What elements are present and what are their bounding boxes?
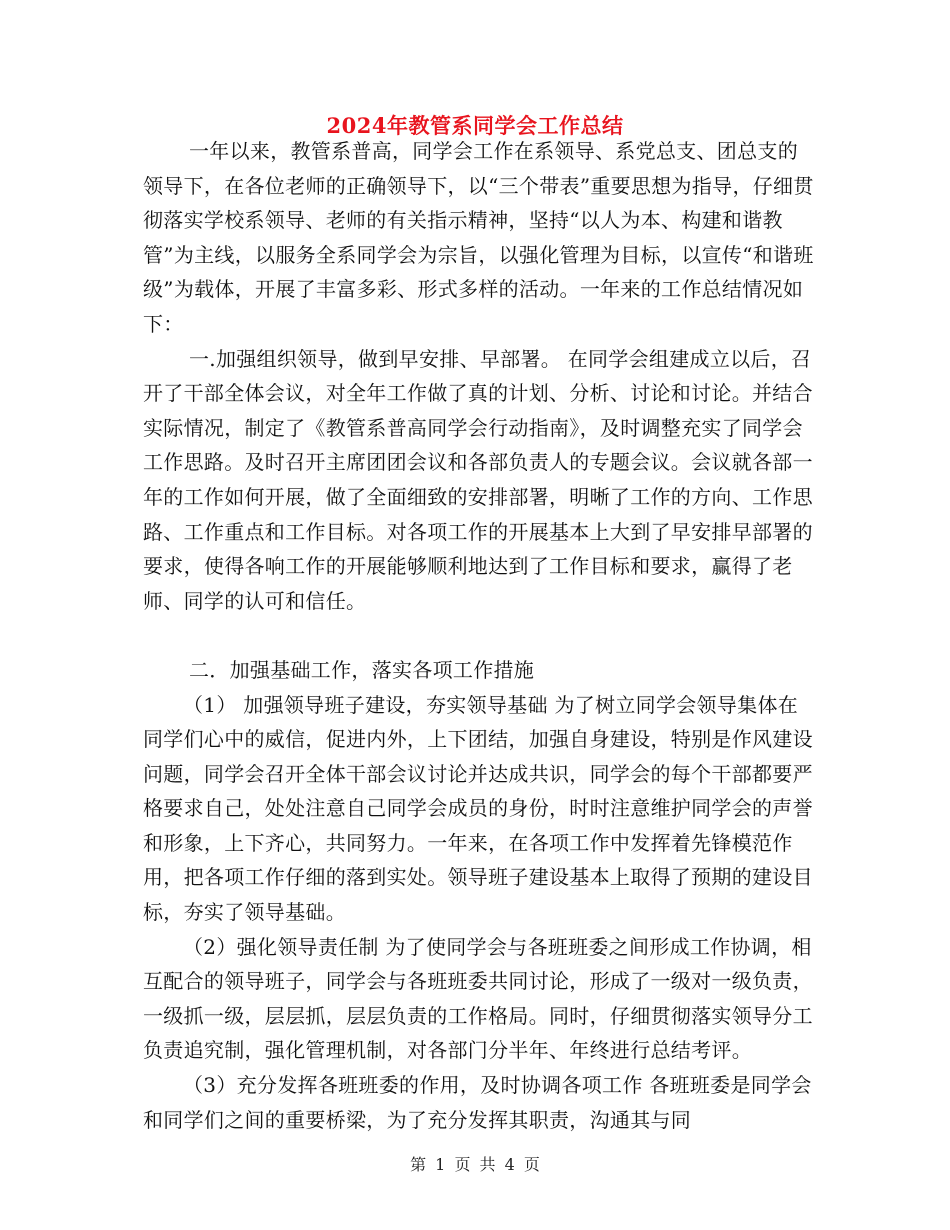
section-2-heading: 二．加强基础工作，落实各项工作措施 <box>189 657 535 682</box>
section-1-paragraph: 一.加强组织领导，做到早安排、早部署。 在同学会组建成立以后，召开了干部全体会议，对全年工作做了真的计划、分析、讨论和讨论。并结合实际情况，制定了《教管系普高同学会行动指南》，及时调整充实了同学会工作思路。及时召开主席团团会议和各部负责人的专题会议。会议就各部一年的工作如何开展，做了全面细致的安排部署，明晰了工作的方向、工作思路、工作重点和工作目标。对各项工作的开展基本上大到了早安排早部署的要求，使得各响工作的开展能够顺利地达到了工作目标和要求，赢得了老师、同学的认可和信任。 <box>143 346 813 613</box>
paragraph-spacer <box>143 618 815 653</box>
document-title: 2024年教管系同学会工作总结 <box>326 113 624 138</box>
intro-paragraph: 一年以来，教管系普高，同学会工作在系领导、系党总支、团总支的领导下，在各位老师的正确领导下，以“三个带表”重要思想为指导，仔细贯彻落实学校系领导、老师的有关指示精神，坚持“以人为本、构建和谐教管”为主线，以服务全系同学会为宗旨，以强化管理为目标，以宣传“和谐班级”为载体，开展了丰富多彩、形式多样的活动。一年来的工作总结情况如下： <box>143 139 814 336</box>
item-3-paragraph: （3）充分发挥各班班委的作用，及时协调各项工作 各班班委是同学会和同学们之间的重要桥梁，为了充分发挥其职责，沟通其与同 <box>143 1073 812 1132</box>
document-body <box>143 134 815 1137</box>
page-number-footer: 第 1 页 共 4 页 <box>410 1155 540 1174</box>
item-2-paragraph: （2）强化领导责任制 为了使同学会与各班班委之间形成工作协调，相互配合的领导班子，同学会与各班班委共同讨论，形成了一级对一级负责，一级抓一级，层层抓，层层负责的工作格局。同时，仔细贯彻落实领导分工负责追究制，强化管理机制，对各部门分半年、年终进行总结考评。 <box>143 934 813 1063</box>
item-1-paragraph: （1） 加强领导班子建设，夯实领导基础 为了树立同学会领导集体在同学们心中的威信，促进内外，上下团结，加强自身建设，特别是作风建设问题，同学会召开全体干部会议讨论并达成共识，同学会的每个干部都要严格要求自己，处处注意自己同学会成员的身份，时时注意维护同学会的声誉和形象，上下齐心，共同努力。一年来，在各项工作中发挥着先锋模范作用，把各项工作仔细的落到实处。领导班子建设基本上取得了预期的建设目标，夯实了领导基础。 <box>143 692 813 925</box>
